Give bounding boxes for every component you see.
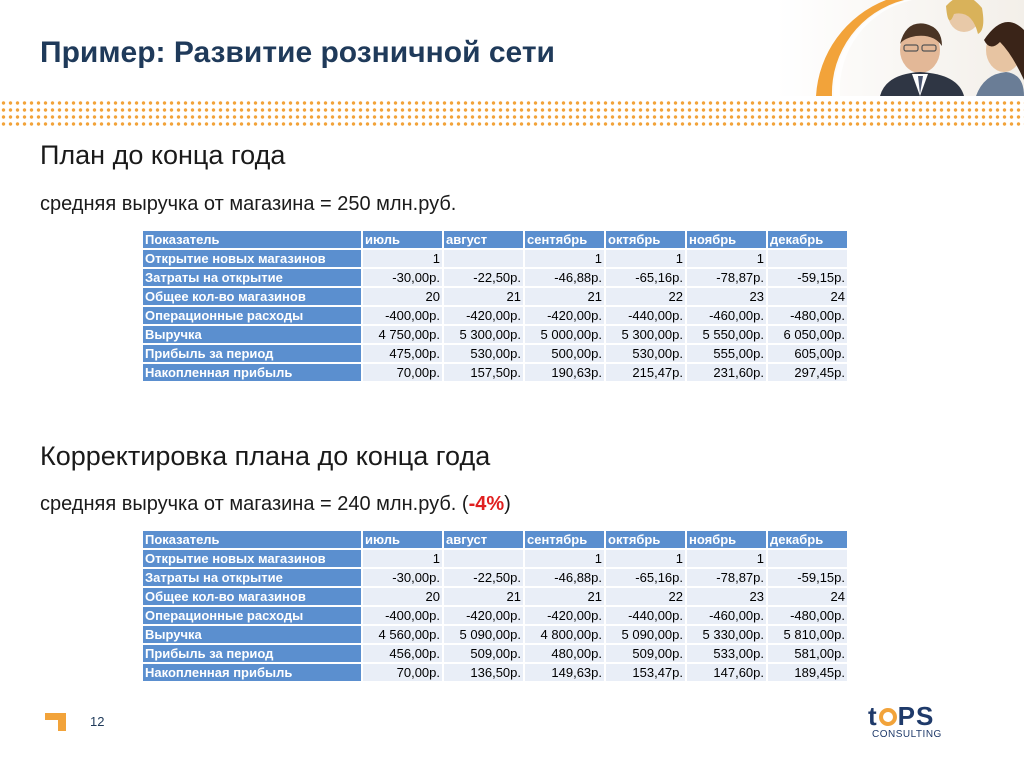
table-row bbox=[143, 307, 847, 324]
table-cell: -30,00р. bbox=[363, 569, 442, 586]
table-cell: -440,00р. bbox=[606, 607, 685, 624]
plan-table bbox=[141, 229, 849, 383]
table-cell: -22,50р. bbox=[444, 569, 523, 586]
row-label: Накопленная прибыль bbox=[143, 364, 361, 381]
table-cell: 480,00р. bbox=[525, 645, 604, 662]
table-cell: 20 bbox=[363, 588, 442, 605]
logo-ring-icon bbox=[879, 708, 897, 726]
table-cell: 1 bbox=[606, 550, 685, 567]
column-header: июль bbox=[363, 531, 442, 548]
table-row bbox=[143, 345, 847, 362]
table-cell: 21 bbox=[444, 288, 523, 305]
table-row bbox=[143, 645, 847, 662]
table-cell: 5 090,00р. bbox=[606, 626, 685, 643]
table-cell: 23 bbox=[687, 588, 766, 605]
row-label: Затраты на открытие bbox=[143, 569, 361, 586]
table-row bbox=[143, 588, 847, 605]
column-header: декабрь bbox=[768, 231, 847, 248]
table-cell: 189,45р. bbox=[768, 664, 847, 681]
section-heading: План до конца года bbox=[40, 140, 286, 170]
row-label: Прибыль за период bbox=[143, 345, 361, 362]
logo-letters-ps: PS bbox=[897, 701, 935, 731]
table-cell: -480,00р. bbox=[768, 307, 847, 324]
table-cell: 5 000,00р. bbox=[525, 326, 604, 343]
table-cell: 533,00р. bbox=[687, 645, 766, 662]
table-cell: 605,00р. bbox=[768, 345, 847, 362]
row-label: Прибыль за период bbox=[143, 645, 361, 662]
table-cell: 1 bbox=[363, 250, 442, 267]
table-cell: 1 bbox=[687, 250, 766, 267]
table-cell: 475,00р. bbox=[363, 345, 442, 362]
table-cell: 5 300,00р. bbox=[606, 326, 685, 343]
slide-title: Пример: Развитие розничной сети bbox=[40, 36, 555, 69]
table-cell: 5 330,00р. bbox=[687, 626, 766, 643]
column-header: октябрь bbox=[606, 231, 685, 248]
table-cell: 456,00р. bbox=[363, 645, 442, 662]
table-cell: 21 bbox=[444, 588, 523, 605]
row-label: Выручка bbox=[143, 326, 361, 343]
row-label: Накопленная прибыль bbox=[143, 664, 361, 681]
revised-plan-table bbox=[141, 529, 849, 683]
table-cell: -59,15р. bbox=[768, 569, 847, 586]
table-row bbox=[143, 364, 847, 381]
table-cell: 5 090,00р. bbox=[444, 626, 523, 643]
column-header: декабрь bbox=[768, 531, 847, 548]
table-cell: -22,50р. bbox=[444, 269, 523, 286]
table-row bbox=[143, 250, 847, 267]
table-cell: 581,00р. bbox=[768, 645, 847, 662]
row-label: Затраты на открытие bbox=[143, 269, 361, 286]
table-cell: 70,00р. bbox=[363, 664, 442, 681]
table-cell: 21 bbox=[525, 288, 604, 305]
table-cell: 149,63р. bbox=[525, 664, 604, 681]
table-cell: -420,00р. bbox=[525, 307, 604, 324]
logo-letter-t: t bbox=[868, 701, 878, 731]
table-cell: 70,00р. bbox=[363, 364, 442, 381]
table-cell: 4 560,00р. bbox=[363, 626, 442, 643]
table-row bbox=[143, 269, 847, 286]
header-photo bbox=[776, 0, 1024, 96]
table-row bbox=[143, 326, 847, 343]
orange-corner-icon bbox=[45, 713, 66, 731]
table-cell: 1 bbox=[606, 250, 685, 267]
table-cell: 500,00р. bbox=[525, 345, 604, 362]
row-label: Общее кол-во магазинов bbox=[143, 288, 361, 305]
table-cell: 22 bbox=[606, 288, 685, 305]
table-cell: 153,47р. bbox=[606, 664, 685, 681]
row-label: Открытие новых магазинов bbox=[143, 550, 361, 567]
logo-subtitle: CONSULTING bbox=[872, 729, 942, 740]
subline-text: средняя выручка от магазина = 240 млн.руб. ( bbox=[40, 493, 469, 515]
table-cell: 1 bbox=[363, 550, 442, 567]
table-row bbox=[143, 664, 847, 681]
table-cell: -65,16р. bbox=[606, 269, 685, 286]
column-header: ноябрь bbox=[687, 231, 766, 248]
table-cell: 215,47р. bbox=[606, 364, 685, 381]
column-header: июль bbox=[363, 231, 442, 248]
column-header: август bbox=[444, 531, 523, 548]
table-cell: -400,00р. bbox=[363, 307, 442, 324]
row-label: Операционные расходы bbox=[143, 307, 361, 324]
table-cell: 24 bbox=[768, 288, 847, 305]
company-logo bbox=[868, 703, 942, 740]
table-cell: 157,50р. bbox=[444, 364, 523, 381]
row-label: Операционные расходы bbox=[143, 607, 361, 624]
table-cell: 22 bbox=[606, 588, 685, 605]
section-subline: средняя выручка от магазина = 250 млн.руб. bbox=[40, 193, 457, 215]
table-cell: -420,00р. bbox=[525, 607, 604, 624]
table-row bbox=[143, 626, 847, 643]
table-cell: -480,00р. bbox=[768, 607, 847, 624]
column-header: сентябрь bbox=[525, 231, 604, 248]
column-header: Показатель bbox=[143, 531, 361, 548]
table-cell: -420,00р. bbox=[444, 307, 523, 324]
table-cell bbox=[444, 250, 523, 267]
dotted-divider bbox=[0, 107, 1024, 113]
table-cell: -78,87р. bbox=[687, 569, 766, 586]
section-subline bbox=[40, 493, 511, 516]
table-cell: 509,00р. bbox=[444, 645, 523, 662]
table-cell: -46,88р. bbox=[525, 569, 604, 586]
table-row bbox=[143, 288, 847, 305]
table-row bbox=[143, 550, 847, 567]
table-cell: 4 750,00р. bbox=[363, 326, 442, 343]
table-row bbox=[143, 607, 847, 624]
table-cell: 530,00р. bbox=[606, 345, 685, 362]
column-header: октябрь bbox=[606, 531, 685, 548]
dotted-divider bbox=[0, 114, 1024, 120]
column-header: сентябрь bbox=[525, 531, 604, 548]
column-header: ноябрь bbox=[687, 531, 766, 548]
table-cell: 231,60р. bbox=[687, 364, 766, 381]
table-cell: -460,00р. bbox=[687, 607, 766, 624]
table-cell: 5 550,00р. bbox=[687, 326, 766, 343]
table-cell: -460,00р. bbox=[687, 307, 766, 324]
percent-change: -4% bbox=[468, 493, 505, 515]
table-cell: -78,87р. bbox=[687, 269, 766, 286]
table-cell: 555,00р. bbox=[687, 345, 766, 362]
table-cell: 530,00р. bbox=[444, 345, 523, 362]
dotted-divider bbox=[0, 100, 1024, 106]
table-cell bbox=[768, 250, 847, 267]
table-cell: 23 bbox=[687, 288, 766, 305]
table-header-row bbox=[143, 531, 847, 548]
row-label: Общее кол-во магазинов bbox=[143, 588, 361, 605]
table-cell: 297,45р. bbox=[768, 364, 847, 381]
table-cell: 24 bbox=[768, 588, 847, 605]
column-header: Показатель bbox=[143, 231, 361, 248]
table-cell: -420,00р. bbox=[444, 607, 523, 624]
page-number: 12 bbox=[90, 714, 105, 729]
table-cell: 21 bbox=[525, 588, 604, 605]
table-cell: -30,00р. bbox=[363, 269, 442, 286]
subline-close: ) bbox=[504, 493, 511, 515]
table-cell: 147,60р. bbox=[687, 664, 766, 681]
table-cell: 6 050,00р. bbox=[768, 326, 847, 343]
table-header-row bbox=[143, 231, 847, 248]
table-cell: 136,50р. bbox=[444, 664, 523, 681]
section-heading: Корректировка плана до конца года bbox=[40, 441, 491, 471]
table-cell: -400,00р. bbox=[363, 607, 442, 624]
row-label: Открытие новых магазинов bbox=[143, 250, 361, 267]
table-cell: 20 bbox=[363, 288, 442, 305]
table-cell: -65,16р. bbox=[606, 569, 685, 586]
table-cell: 190,63р. bbox=[525, 364, 604, 381]
table-cell bbox=[768, 550, 847, 567]
table-row bbox=[143, 569, 847, 586]
dotted-divider bbox=[0, 121, 1024, 127]
table-cell: 1 bbox=[687, 550, 766, 567]
table-cell: 1 bbox=[525, 250, 604, 267]
table-cell: 509,00р. bbox=[606, 645, 685, 662]
column-header: август bbox=[444, 231, 523, 248]
row-label: Выручка bbox=[143, 626, 361, 643]
table-cell: 5 810,00р. bbox=[768, 626, 847, 643]
table-cell bbox=[444, 550, 523, 567]
table-cell: -59,15р. bbox=[768, 269, 847, 286]
table-cell: 1 bbox=[525, 550, 604, 567]
table-cell: -46,88р. bbox=[525, 269, 604, 286]
table-cell: 4 800,00р. bbox=[525, 626, 604, 643]
table-cell: -440,00р. bbox=[606, 307, 685, 324]
table-cell: 5 300,00р. bbox=[444, 326, 523, 343]
